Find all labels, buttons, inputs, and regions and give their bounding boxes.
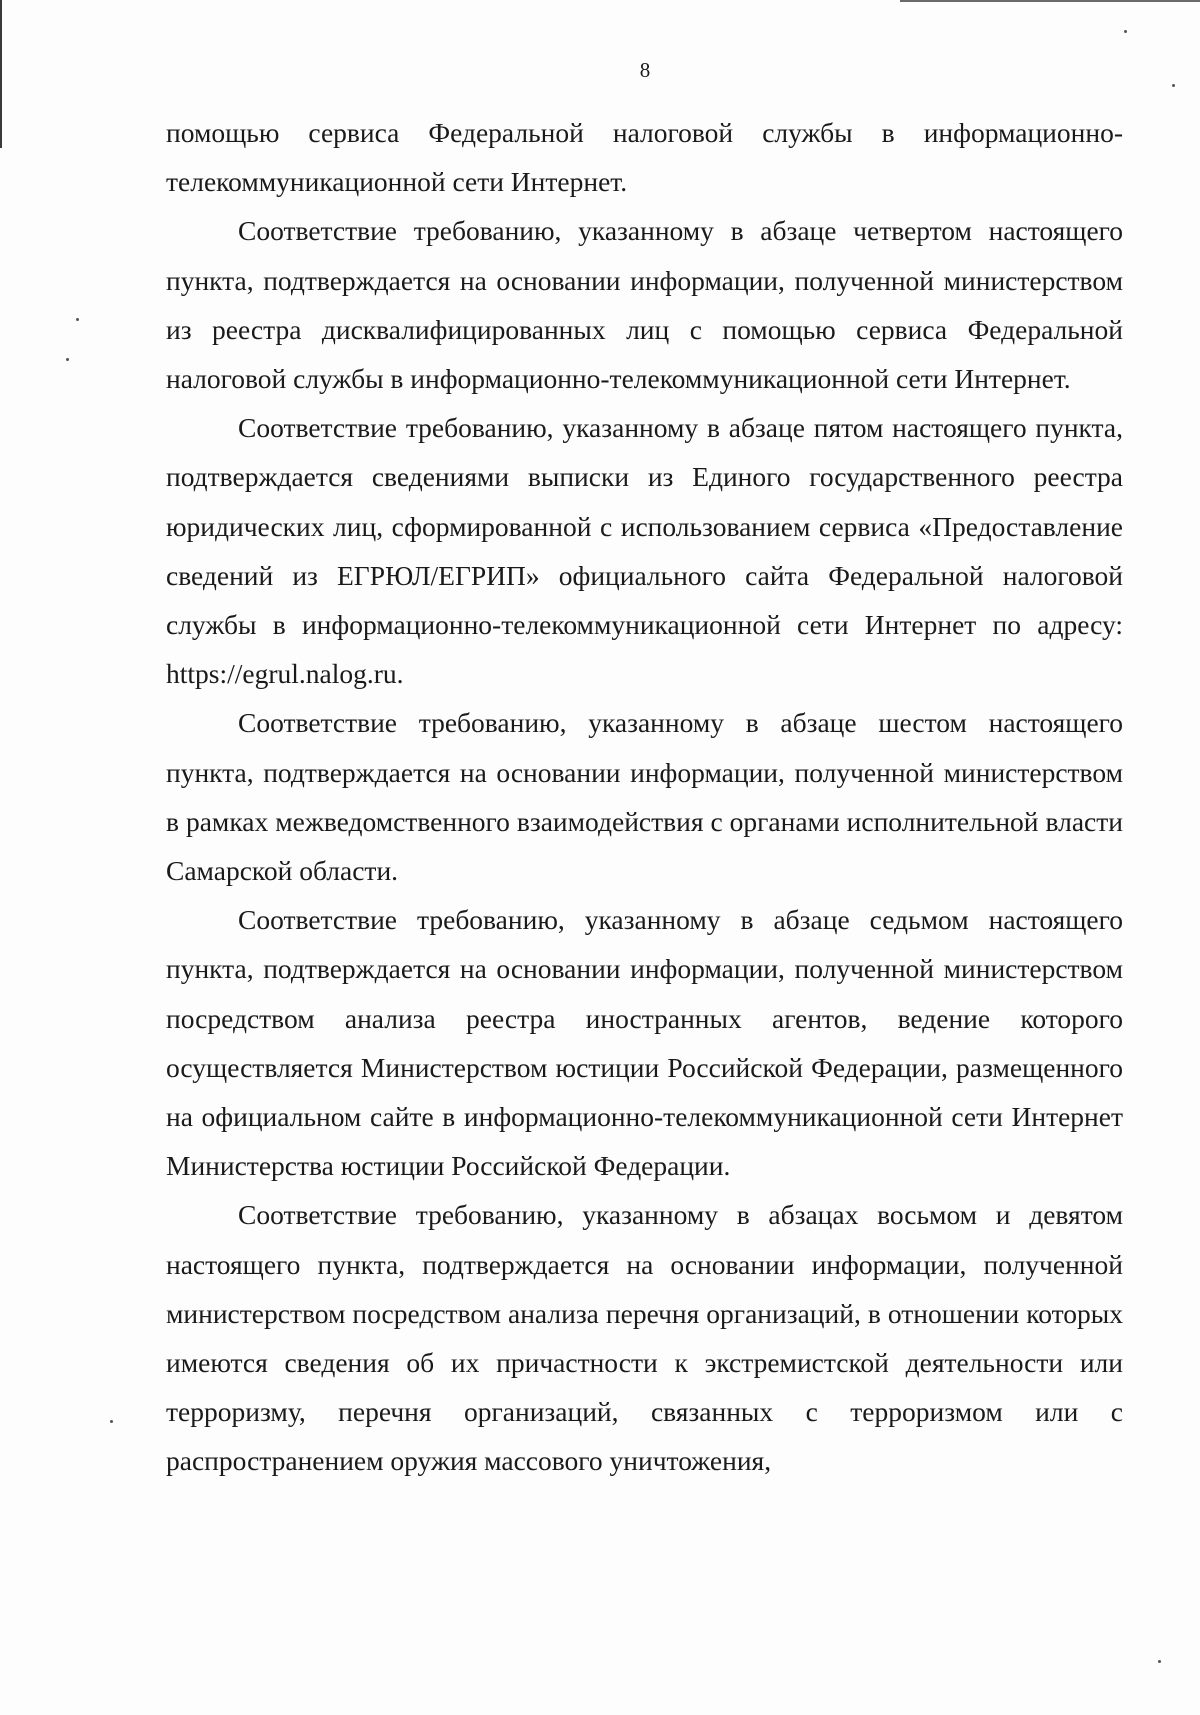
scan-speck: [110, 1420, 113, 1423]
scan-speck: [1172, 84, 1175, 87]
document-body: [166, 108, 1123, 1486]
paragraph-5: Соответствие требованию, указанному в абзаце седьмом настоящего пункта, подтверждается на основании информации, полученной министерством посредством анализа реестра иностранных агентов, ведение которого осуществляется Министерством юстиции Российской Федерации, размещенного на официальном сайте в информационно-телекоммуникационной сети Интернет Министерства юстиции Российской Федерации.: [166, 904, 1123, 1182]
paragraph-2: Соответствие требованию, указанному в абзаце четвертом настоящего пункта, подтверждается на основании информации, полученной министерством из реестра дисквалифицированных лиц с помощью сервиса Федеральной налоговой службы в информационно-телекоммуникационной сети Интернет.: [166, 215, 1123, 395]
scan-speck: [66, 358, 69, 361]
scan-speck: [1158, 1660, 1161, 1663]
paragraph-3: Соответствие требованию, указанному в абзаце пятом настоящего пункта, подтверждается сведениями выписки из Единого государственного реестра юридических лиц, сформированной с использованием сервиса «Предоставление сведений из ЕГРЮЛ/ЕГРИП» официального сайта Федеральной налоговой службы в информационно-телекоммуникационной сети Интернет по адресу: https://egrul.nalog.ru.: [166, 412, 1123, 690]
paragraph-1: помощью сервиса Федеральной налоговой службы в информационно-телекоммуникационной сети Интернет.: [166, 117, 1123, 198]
scan-edge-top: [900, 0, 1200, 2]
scan-speck: [76, 318, 79, 321]
paragraph-6: Соответствие требованию, указанному в абзацах восьмом и девятом настоящего пункта, подтверждается на основании информации, полученной министерством посредством анализа перечня организаций, в отношении которых имеются сведения об их причастности к экстремистской деятельности или терроризму, перечня организаций, связанных с терроризмом или с распространением оружия массового уничтожения,: [166, 1199, 1123, 1477]
paragraph-4: Соответствие требованию, указанному в абзаце шестом настоящего пункта, подтверждается на основании информации, полученной министерством в рамках межведомственного взаимодействия с органами исполнительной власти Самарской области.: [166, 707, 1123, 887]
scan-speck: [1124, 30, 1127, 33]
page-number: 8: [639, 58, 651, 82]
